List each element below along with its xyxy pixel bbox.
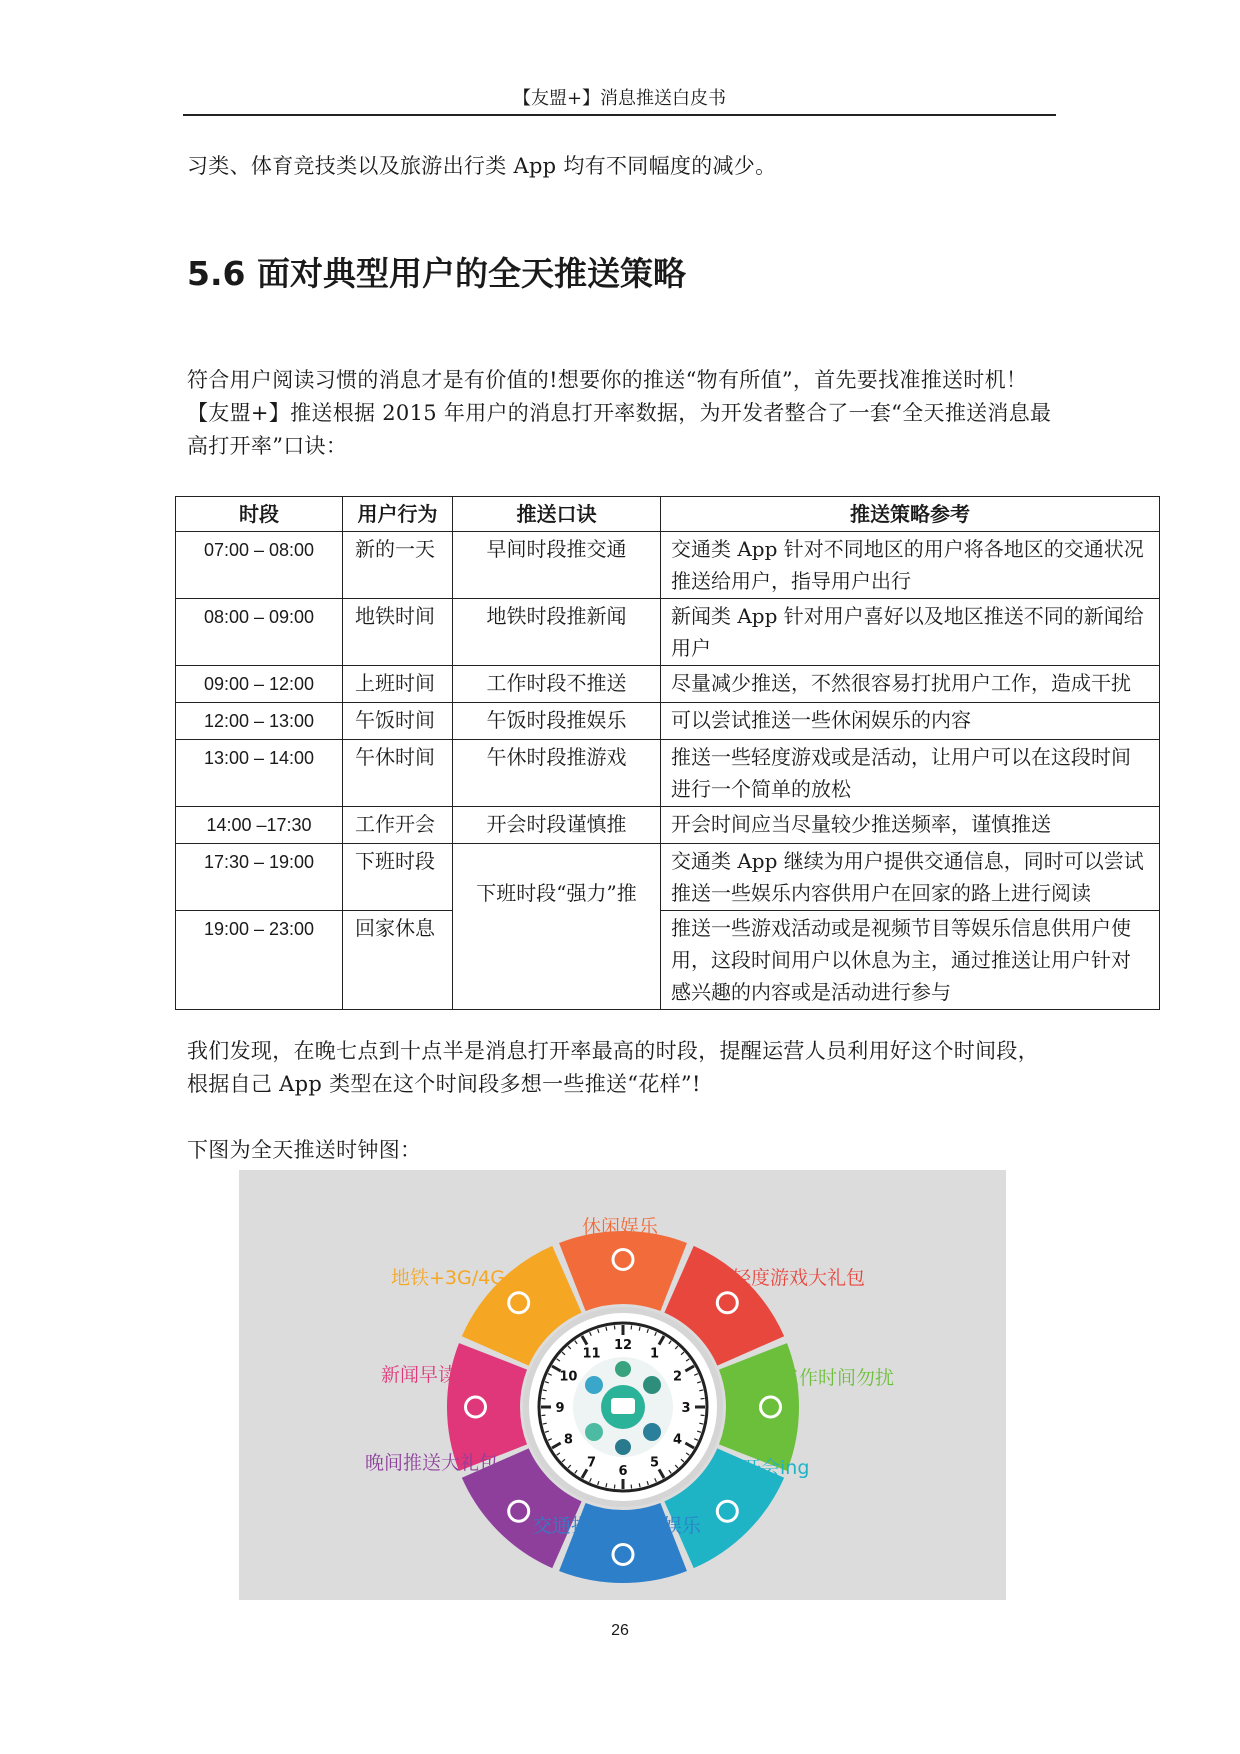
strategy-cell: 交通类 App 继续为用户提供交通信息，同时可以尝试推送一些娱乐内容供用户在回家的路上进行阅读	[661, 844, 1160, 911]
segment-label: 晚间推送大礼包	[365, 1452, 499, 1474]
table-row	[176, 740, 1160, 807]
finding-line: 我们发现，在晚七点到十点半是消息打开率最高的时段，提醒运营人员利用好这个时间段，	[187, 1039, 1039, 1063]
segment-label: 开会ing	[742, 1457, 810, 1479]
clock-numeral: 11	[582, 1346, 601, 1362]
behavior-cell: 工作开会	[343, 807, 453, 844]
behavior-cell: 回家休息	[343, 911, 453, 1010]
table-row	[176, 532, 1160, 599]
behavior-cell: 下班时段	[343, 844, 453, 911]
table-row	[176, 666, 1160, 703]
intro-line: 符合用户阅读习惯的消息才是有价值的!想要你的推送“物有所值”，首先要找准推送时机！	[187, 368, 1028, 392]
time-cell: 19:00 – 23:00	[176, 911, 343, 1010]
satellite-icon	[585, 1376, 603, 1394]
center-screen-icon	[611, 1398, 635, 1414]
strategy-cell: 推送一些游戏活动或是视频节目等娱乐信息供用户使用，这段时间用户以休息为主，通过推送让用户针对感兴趣的内容或是活动进行参与	[661, 911, 1160, 1010]
segment-label: 工作时间勿扰	[780, 1367, 895, 1389]
strategy-cell: 开会时间应当尽量较少推送频率，谨慎推送	[661, 807, 1160, 844]
behavior-cell: 新的一天	[343, 532, 453, 599]
clock-numeral: 3	[681, 1401, 691, 1416]
slogan-cell: 开会时段谨慎推	[453, 807, 661, 844]
column-header: 用户行为	[343, 497, 453, 532]
strategy-cell: 新闻类 App 针对用户喜好以及地区推送不同的新闻给用户	[661, 599, 1160, 666]
table-row	[176, 599, 1160, 666]
merged-slogan-cell: 下班时段“强力”推	[453, 844, 661, 1010]
strategy-cell: 尽量减少推送，不然很容易打扰用户工作，造成干扰	[661, 666, 1160, 703]
segment-label: 休闲娱乐	[582, 1216, 659, 1238]
section-title: 5.6 面对典型用户的全天推送策略	[187, 254, 686, 293]
clock-numeral: 1	[649, 1346, 660, 1362]
clock-numeral: 9	[555, 1401, 565, 1416]
column-header: 推送策略参考	[661, 497, 1160, 532]
time-cell: 14:00 –17:30	[176, 807, 343, 844]
clock-numeral: 8	[563, 1432, 573, 1448]
satellite-icon	[643, 1376, 661, 1394]
time-cell: 17:30 – 19:00	[176, 844, 343, 911]
clock-tick	[606, 1483, 607, 1487]
clock-tick	[699, 1390, 703, 1391]
slogan-cell: 工作时段不推送	[453, 666, 661, 703]
running-header: 【友盟+】消息推送白皮书	[183, 86, 1056, 116]
behavior-cell: 午饭时间	[343, 703, 453, 740]
segment-label: 交通指南+晚间娱乐	[533, 1515, 701, 1537]
continuation-text: 习类、体育竞技类以及旅游出行类 App 均有不同幅度的减少。	[187, 154, 777, 178]
clock-center-illustration	[573, 1357, 673, 1457]
intro-line: 【友盟+】推送根据 2015 年用户的消息打开率数据，为开发者整合了一套“全天推送消息最	[187, 401, 1052, 425]
clock-tick	[543, 1423, 547, 1424]
clock-numeral: 2	[673, 1369, 683, 1385]
time-cell: 12:00 – 13:00	[176, 703, 343, 740]
clock-numeral: 10	[559, 1369, 578, 1385]
satellite-icon	[643, 1423, 661, 1441]
time-cell: 09:00 – 12:00	[176, 666, 343, 703]
push-strategy-table	[175, 496, 1160, 1010]
time-cell: 08:00 – 09:00	[176, 599, 343, 666]
figure-caption: 下图为全天推送时钟图：	[187, 1138, 422, 1162]
clock-numeral: 4	[673, 1432, 683, 1448]
behavior-cell: 午休时间	[343, 740, 453, 807]
time-cell: 13:00 – 14:00	[176, 740, 343, 807]
table-row	[176, 911, 1160, 1010]
slogan-cell: 午饭时段推娱乐	[453, 703, 661, 740]
satellite-icon	[615, 1361, 631, 1377]
clock-numeral: 6	[618, 1464, 628, 1479]
finding-paragraph	[187, 1035, 1067, 1101]
intro-line: 高打开率”口诀：	[187, 434, 348, 458]
satellite-icon	[585, 1423, 603, 1441]
clock-tick	[639, 1483, 640, 1487]
clock-tick	[699, 1423, 703, 1424]
segment-label: 轻度游戏大礼包	[732, 1267, 866, 1289]
clock-numeral: 5	[649, 1455, 660, 1471]
segment-label: 地铁+3G/4G	[391, 1267, 505, 1289]
intro-paragraph	[187, 364, 1067, 463]
slogan-cell: 早间时段推交通	[453, 532, 661, 599]
clock-tick	[543, 1390, 547, 1391]
behavior-cell: 地铁时间	[343, 599, 453, 666]
segment-label: 新闻早读	[381, 1364, 458, 1386]
push-clock-figure	[239, 1170, 1006, 1600]
clock-tick	[606, 1327, 607, 1331]
strategy-cell: 推送一些轻度游戏或是活动，让用户可以在这段时间进行一个简单的放松	[661, 740, 1160, 807]
clock-numeral: 7	[586, 1455, 597, 1471]
slogan-cell: 午休时段推游戏	[453, 740, 661, 807]
slogan-cell: 地铁时段推新闻	[453, 599, 661, 666]
column-header: 推送口诀	[453, 497, 661, 532]
satellite-icon	[615, 1439, 631, 1455]
clock-numeral: 12	[613, 1338, 633, 1353]
behavior-cell: 上班时间	[343, 666, 453, 703]
table-row	[176, 807, 1160, 844]
page-number: 26	[611, 1622, 629, 1639]
table-header-row	[176, 497, 1160, 532]
table-row	[176, 703, 1160, 740]
ring-segment	[559, 1231, 687, 1311]
table-row	[176, 844, 1160, 911]
strategy-cell: 交通类 App 针对不同地区的用户将各地区的交通状况推送给用户，指导用户出行	[661, 532, 1160, 599]
strategy-cell: 可以尝试推送一些休闲娱乐的内容	[661, 703, 1160, 740]
column-header: 时段	[176, 497, 343, 532]
time-cell: 07:00 – 08:00	[176, 532, 343, 599]
finding-line: 根据自己 App 类型在这个时间段多想一些推送“花样”!	[187, 1072, 701, 1096]
clock-tick	[639, 1327, 640, 1331]
